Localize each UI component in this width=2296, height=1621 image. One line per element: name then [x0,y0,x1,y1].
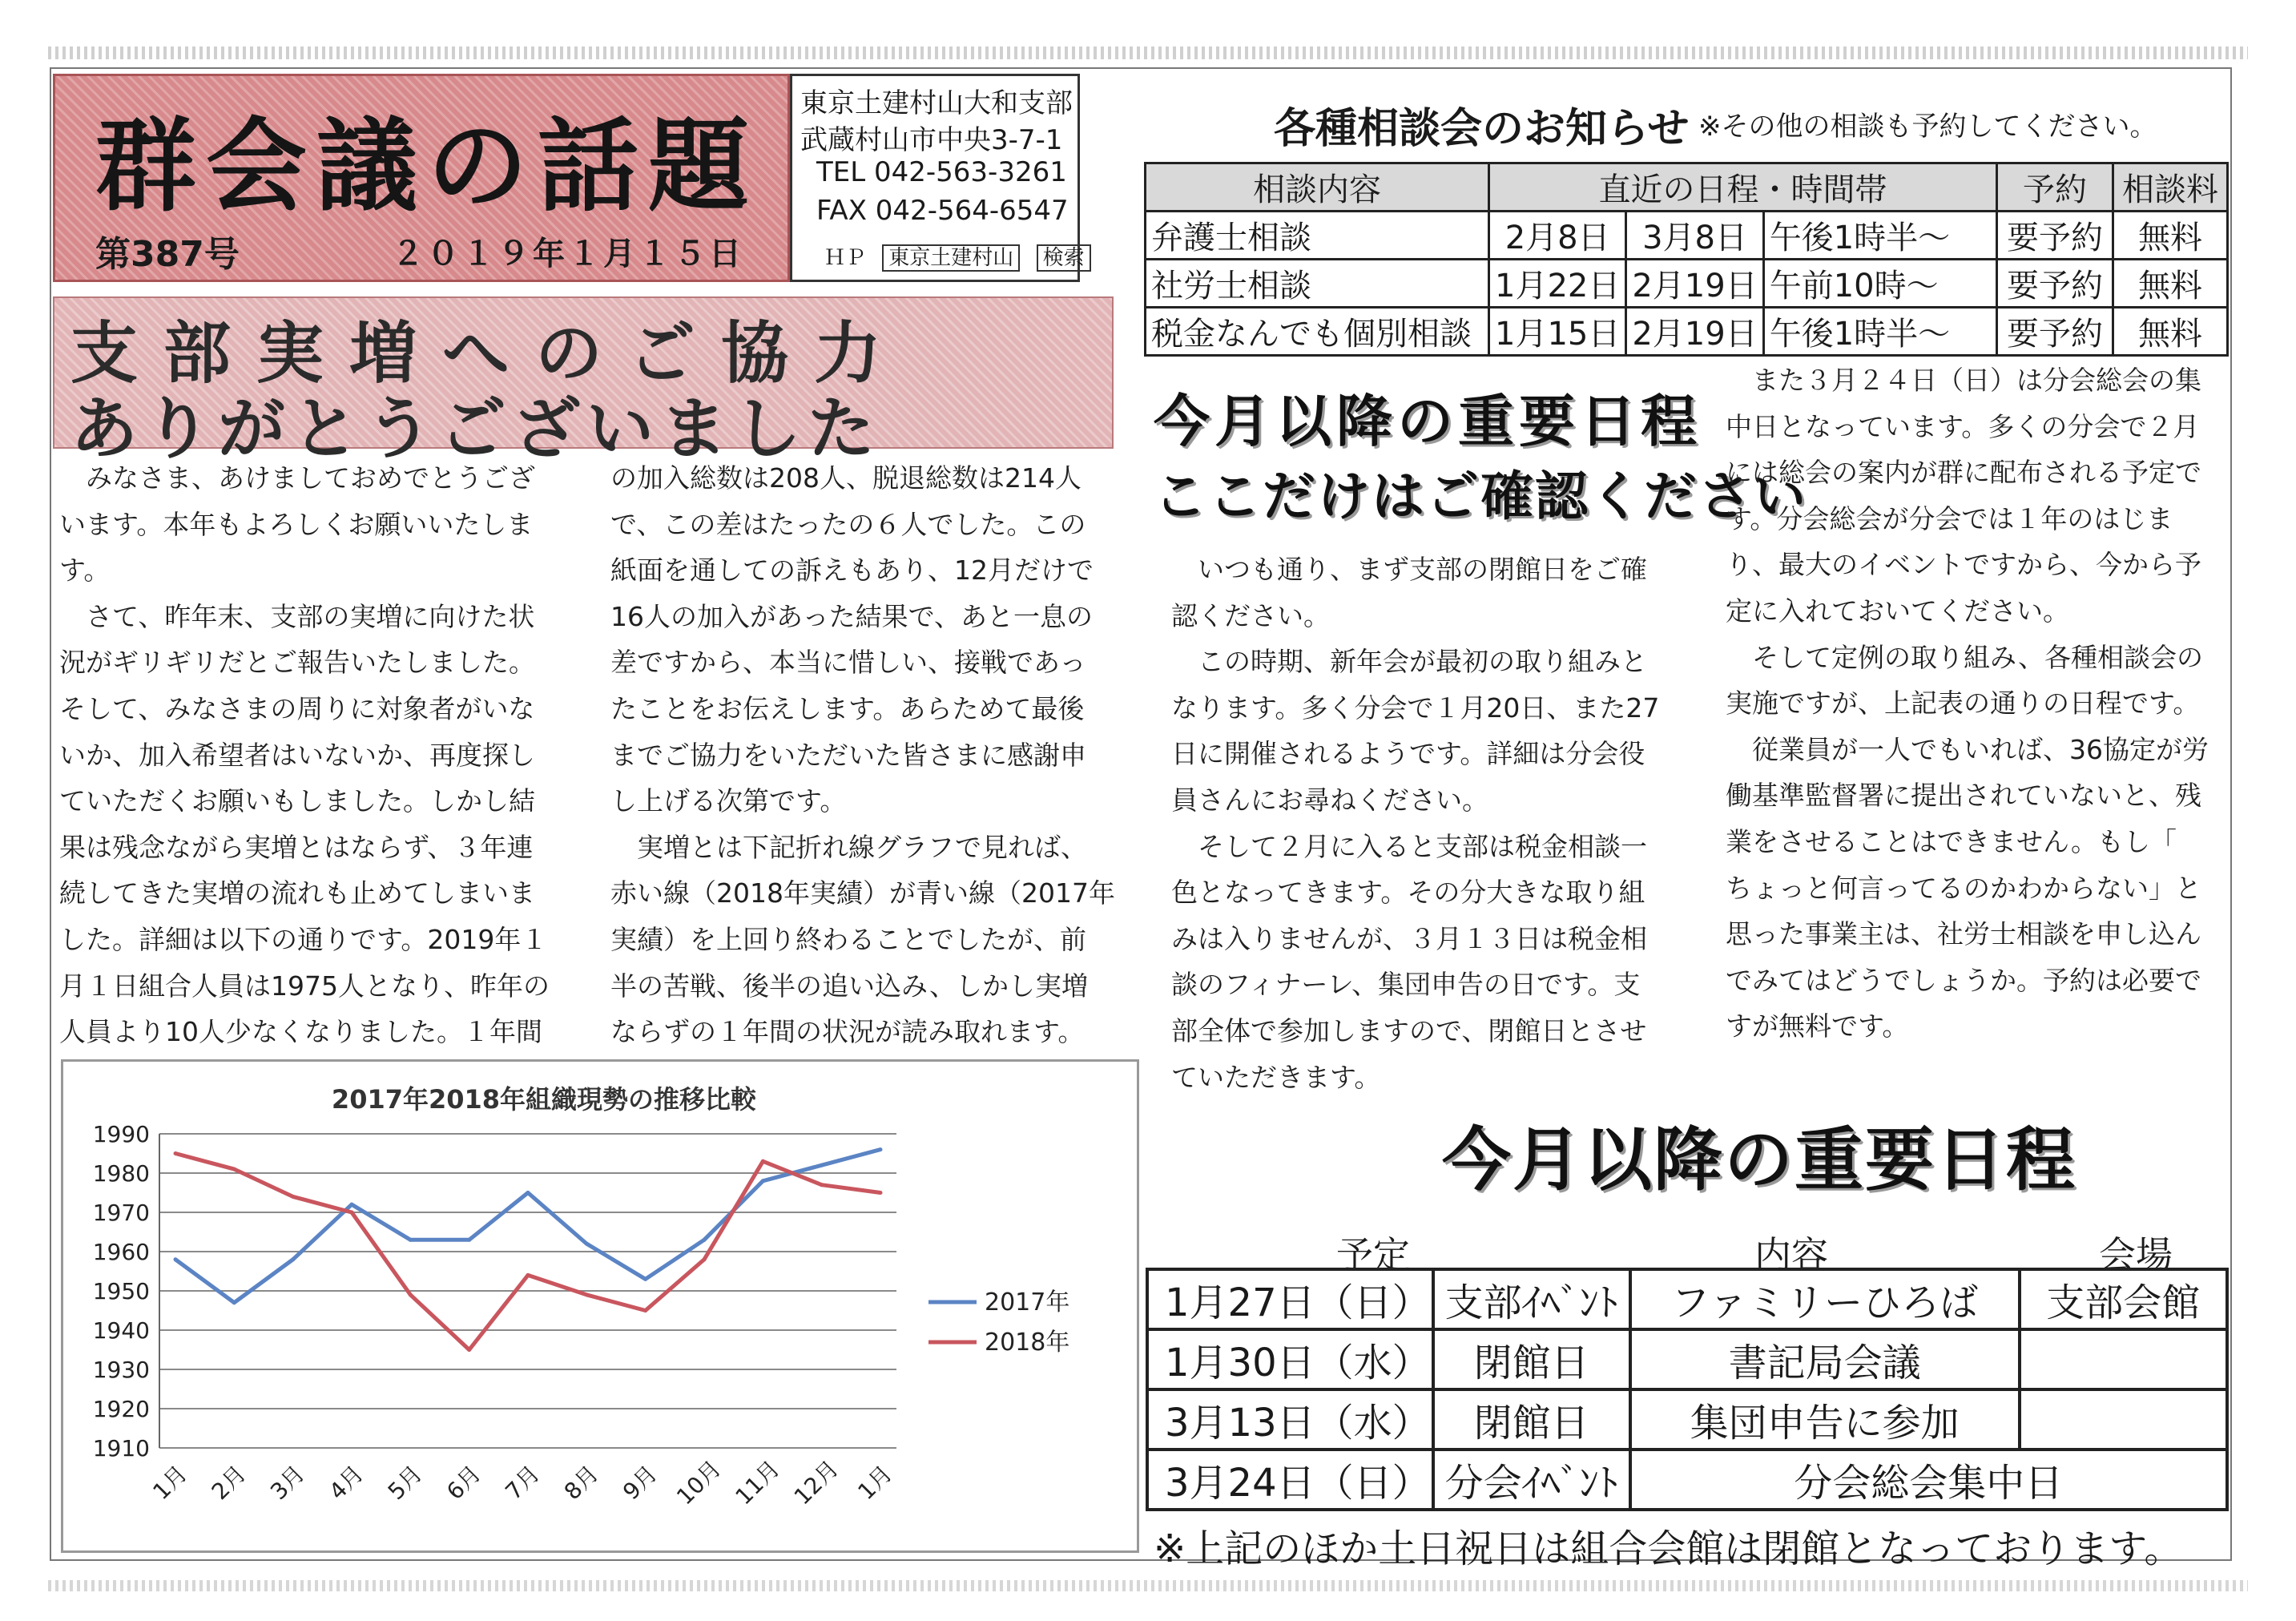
branch-name: 東京土建村山大和支部 [800,87,1073,119]
data-point [879,1147,883,1151]
data-point [409,1238,413,1242]
table-row [1146,308,2228,356]
y-tick-label: 1940 [92,1317,150,1344]
data-point [820,1183,824,1187]
line-chart [61,1059,1139,1553]
x-tick-label: 9月 [618,1460,663,1506]
headline-line-1: 支部実増へのご協力 [70,314,908,393]
x-tick-label: 7月 [500,1460,546,1506]
text-line: 16人の加入があった結果で、あと一息の [610,600,1094,632]
text-line: みは入りませんが、３月１３日は税金相 [1171,922,1647,954]
address: 武蔵村山市中央3-7-1 [800,124,1063,156]
schedule-note: ※上記のほか土日祝日は組合会館は閉館となっております。 [1154,1526,2183,1571]
table-cell: 社労士相談 [1146,260,1489,308]
table-cell: 要予約 [1997,260,2113,308]
text-line: の加入総数は208人、脱退総数は214人 [610,462,1082,494]
table-cell [2020,1389,2227,1450]
text-line: す。 [59,554,111,587]
table-cell: 書記局会議 [1630,1329,2020,1389]
table-cell: 要予約 [1997,212,2113,260]
schedule-header-venue: 会場 [2099,1233,2173,1276]
table-cell: 要予約 [1997,308,2113,356]
header-cell: 予約 [1997,163,2113,212]
text-line: います。本年もよろしくお願いいたしま [59,508,534,540]
y-tick-label: 1980 [92,1160,150,1187]
text-line: 従業員が一人でもいれば、36協定が労 [1752,733,2209,765]
y-tick-label: 1960 [92,1239,150,1265]
x-tick-label: 1月 [147,1460,193,1506]
text-line: 差ですから、本当に惜しい、接戦であっ [610,647,1086,679]
text-line: 部全体で参加しますので、閉館日とさせ [1171,1014,1647,1046]
schedule-header-content: 内容 [1754,1233,1828,1276]
article2-header-1: 今月以降の重要日程 [1154,388,1702,454]
text-line: で、この差はたったの６人でした。この [610,508,1086,540]
text-line: ちょっと何言ってるのかわからない」と [1726,872,2201,904]
homepage-search[interactable] [824,241,1091,271]
text-line: そして２月に入ると支部は税金相談一 [1198,830,1647,862]
table-cell: 2月19日 [1626,308,1763,356]
table-cell: 無料 [2113,260,2228,308]
data-point [820,1163,824,1167]
text-line: 色となってきます。その分大きな取り組 [1171,877,1645,909]
table-cell: 分会ｲﾍﾞﾝﾄ [1433,1450,1630,1510]
table-row [1146,212,2228,260]
table-cell: 1月30日（水） [1147,1329,1433,1389]
issue-number: 第387号 [95,234,240,275]
table-cell: ファミリーひろば [1630,1269,2020,1329]
text-line: 実施ですが、上記表の通りの日程です。 [1726,688,2200,720]
x-tick-label: 4月 [324,1460,369,1506]
schedule-table [1146,1268,2229,1511]
table-cell: 無料 [2113,308,2228,356]
text-line: 続してきた実増の流れも止めてしまいま [59,877,535,909]
table-row [1146,260,2228,308]
text-line: した。詳細は以下の通りです。2019年１ [59,923,548,955]
table-row [1147,1389,2227,1450]
x-tick-label: 1月 [852,1460,898,1506]
x-tick-label: 6月 [441,1460,486,1506]
text-line: この時期、新年会が最初の取り組みと [1198,646,1647,678]
hp-label: ＨＰ [824,246,867,270]
text-line: そして定例の取り組み、各種相談会の [1752,641,2203,673]
text-line: 談のフィナーレ、集団申告の日です。支 [1171,969,1641,1001]
text-line: 人員より10人少なくなりました。１年間 [59,1016,542,1048]
text-line: 業をさせることはできません。もし「 [1726,825,2177,857]
table-cell: 3月8日 [1626,212,1763,260]
x-tick-label: 2月 [206,1460,252,1506]
text-line: 実増とは下記折れ線グラフで見れば、 [637,831,1087,863]
header-cell: 直近の日程・時間帯 [1489,163,1997,212]
consult-title: 各種相談会のお知らせ [1274,105,1690,153]
data-point [232,1167,236,1171]
masthead [53,74,790,282]
article2-col4 [1726,357,2238,1050]
text-line: みなさま、あけましておめでとうござ [86,462,535,494]
table-row [1147,1329,2227,1389]
tel: TEL 042-563-3261 [816,156,1067,188]
chart-svg [63,1062,1137,1550]
text-line: 果は残念ながら実増とはならず、３年連 [59,831,534,863]
x-tick-label: 10月 [671,1455,727,1510]
data-point [409,1292,413,1296]
y-tick-label: 1910 [92,1435,150,1462]
x-tick-label: 12月 [788,1455,844,1510]
text-line: 赤い線（2018年実績）が青い線（2017年 [610,877,1115,909]
data-point [174,1151,178,1155]
table-cell [2020,1329,2227,1389]
text-line: には総会の案内が群に配布される予定で [1726,457,2201,489]
table-cell: 3月13日（水） [1147,1389,1433,1450]
issue-date: ２０１９年１月１５日 [392,236,744,272]
text-line: 中日となっています。多くの分会で２月 [1726,410,2200,442]
text-line: なります。多く分会で１月20日、また27 [1171,692,1660,724]
text-line: り、最大のイベントですから、今から予 [1726,549,2201,581]
text-line: ていただきます。 [1171,1061,1381,1093]
text-line: す。分会総会が分会では１年のはじま [1726,502,2173,534]
bottom-border [48,1580,2248,1591]
table-cell: 閉館日 [1433,1329,1630,1389]
text-line: 思った事業主は、社労士相談を申し込ん [1726,918,2201,950]
table-cell: 1月27日（日） [1147,1269,1433,1329]
text-line: すが無料です。 [1726,1010,1909,1042]
search-button[interactable]: 検索 [1037,244,1091,272]
y-tick-label: 1920 [92,1396,150,1422]
data-point [467,1238,471,1242]
text-line: たことをお伝えします。あらためて最後 [610,692,1085,724]
text-line: 紙面を通しての訴えもあり、12月だけで [610,554,1094,587]
table-cell: 1月15日 [1489,308,1626,356]
text-line: までご協力をいただいた皆さまに感謝申 [610,739,1086,771]
table-cell: 3月24日（日） [1147,1450,1433,1510]
table-cell: 弁護士相談 [1146,212,1489,260]
text-line: 働基準監督署に提出されていないと、残 [1726,780,2201,812]
fax: FAX 042-564-6547 [816,195,1069,227]
text-line: 月１日組合人員は1975人となり、昨年の [59,970,550,1002]
text-line: いか、加入希望者はいないか、再度探し [59,739,535,771]
article2-header-2: ここだけはご確認ください [1154,465,1807,527]
y-tick-label: 1950 [92,1278,150,1304]
text-line: 定に入れておいてください。 [1726,595,2069,627]
text-line: し上げる次第です。 [610,785,847,817]
consult-note: ※その他の相談も予約してください。 [1698,111,2157,143]
headline-banner [53,296,1114,468]
data-point [585,1292,589,1296]
text-line: 認ください。 [1171,599,1330,631]
table-cell: 無料 [2113,212,2228,260]
table-row [1147,1450,2227,1510]
data-point [643,1308,647,1313]
text-line: 員さんにお尋ねください。 [1171,784,1488,816]
table-cell: 集団申告に参加 [1630,1389,2020,1450]
table-cell: 2月8日 [1489,212,1626,260]
text-line: ならずの１年間の状況が読み取れます。 [610,1016,1085,1048]
header-cell: 相談内容 [1146,163,1489,212]
text-line: 半の苦戦、後半の追い込み、しかし実増 [610,970,1088,1002]
table-cell: 午後1時半～ [1763,212,1996,260]
data-point [761,1179,765,1183]
data-point [703,1257,707,1261]
y-tick-label: 1930 [92,1357,150,1383]
table-cell: 閉館日 [1433,1389,1630,1450]
text-line: いつも通り、まず支部の閉館日をご確 [1198,554,1647,585]
text-line: 実績）を上回り終わることでしたが、前 [610,923,1086,955]
table-cell: 午前10時～ [1763,260,1996,308]
data-point [350,1203,354,1207]
data-point [526,1273,530,1277]
text-line: ていただくお願いもしました。しかし結 [59,785,535,817]
data-point [585,1242,589,1246]
schedule-header-plan: 予定 [1336,1233,1410,1276]
data-point [643,1277,647,1281]
x-tick-label: 8月 [558,1460,604,1506]
text-line: 日に開催されるようです。詳細は分会役 [1171,738,1645,770]
data-point [761,1159,765,1163]
data-point [291,1257,295,1261]
table-cell: 支部ｲﾍﾞﾝﾄ [1433,1269,1630,1329]
table-row [1147,1269,2227,1329]
legend-label: 2017年 [985,1288,1070,1317]
text-line: でみてはどうでしょうか。予約は必要で [1726,964,2201,996]
table-cell: 1月22日 [1489,260,1626,308]
data-point [526,1191,530,1195]
chart-title: 2017年2018年組織現勢の推移比較 [331,1084,757,1115]
hp-search-term: 東京土建村山 [882,244,1020,272]
article2-col3 [1171,546,1700,1100]
header-cell: 相談料 [2113,163,2228,212]
schedule-title: 今月以降の重要日程 [1442,1119,2076,1200]
data-point [879,1191,883,1195]
article1-col1 [59,455,572,1055]
top-border [48,46,2248,59]
headline-line-2: ありがとうございました [70,389,882,468]
table-cell: 分会総会集中日 [1630,1450,2227,1510]
data-point [350,1211,354,1215]
table-cell: 税金なんでも個別相談 [1146,308,1489,356]
data-point [174,1257,178,1261]
text-line: さて、昨年末、支部の実増に向けた状 [86,600,535,632]
table-cell: 支部会館 [2020,1269,2227,1329]
x-tick-label: 3月 [265,1460,310,1506]
data-point [232,1300,236,1304]
contact-box [790,74,1085,282]
article1-col2 [610,455,1123,1055]
table-header-row [1146,163,2228,212]
data-point [703,1238,707,1242]
newsletter-title: 群会議の話題 [95,107,759,225]
consult-table [1144,162,2229,357]
table-cell: 2月19日 [1626,260,1763,308]
y-tick-label: 1990 [92,1121,150,1147]
text-line: 況がギリギリだとご報告いたしました。 [59,647,535,679]
legend-label: 2018年 [985,1329,1070,1357]
x-tick-label: 11月 [730,1455,785,1510]
x-tick-label: 5月 [382,1460,428,1506]
text-line: また３月２４日（日）は分会総会の集 [1752,365,2201,396]
data-point [467,1348,471,1352]
table-cell: 午後1時半～ [1763,308,1996,356]
data-point [291,1195,295,1199]
text-line: そして、みなさまの周りに対象者がいな [59,692,535,724]
y-tick-label: 1970 [92,1200,150,1226]
